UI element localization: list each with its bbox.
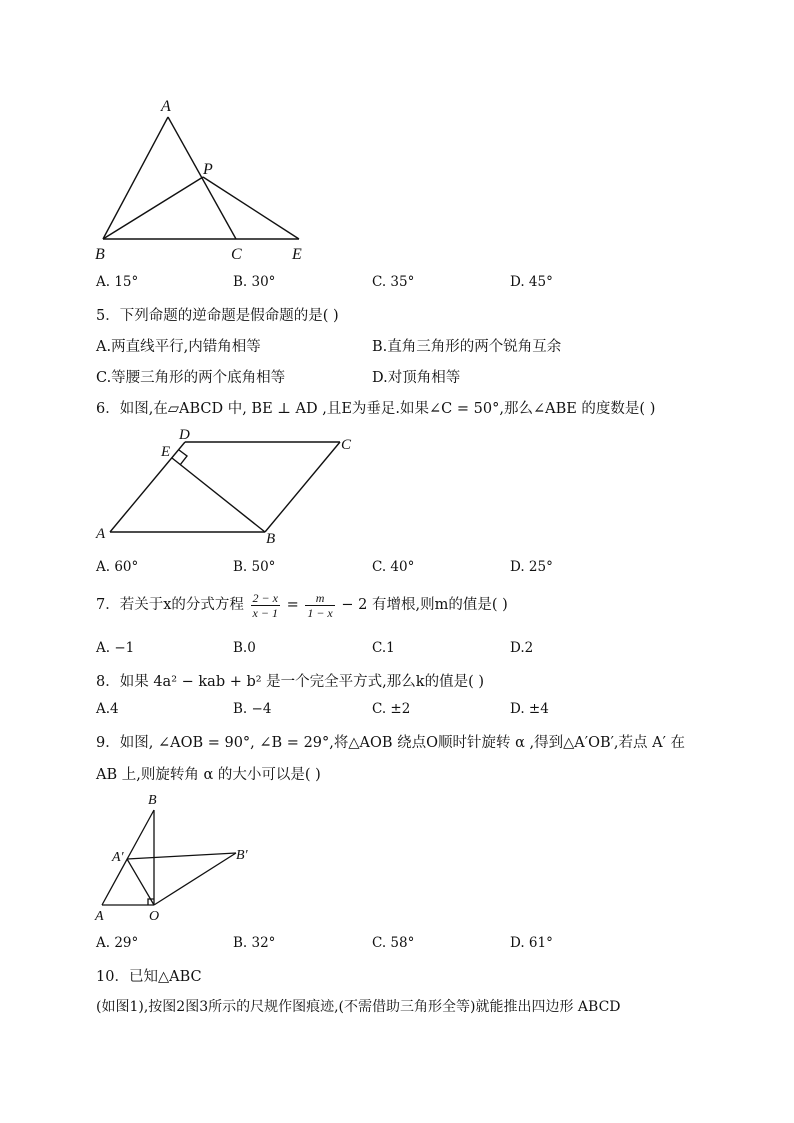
label-b-prime: B′ [236, 848, 248, 863]
label-a: A [95, 909, 104, 924]
label-o: O [149, 909, 160, 924]
q7-fraction-2 [305, 591, 334, 620]
q7-fraction-1-den: x − 1 [252, 605, 278, 620]
q8-option-d: D. ±4 [510, 701, 549, 717]
q7-fraction-2-num: m [305, 591, 334, 606]
q7-fraction-1 [251, 591, 280, 620]
figure-parallelogram-abcd [90, 425, 370, 550]
q9-option-d: D. 61° [510, 935, 553, 951]
label-a: A [96, 526, 106, 542]
q8-option-b: B. −4 [233, 701, 272, 717]
q5-option-d: D.对顶角相等 [372, 370, 461, 386]
q5-option-c: C.等腰三角形的两个底角相等 [96, 370, 286, 386]
label-b: B [148, 793, 157, 808]
q6-option-d: D. 25° [510, 559, 553, 575]
q5-option-a: A.两直线平行,内错角相等 [96, 339, 261, 355]
q7-stem-post: − 2 有增根,则m的值是( ) [341, 597, 508, 613]
figure-triangle-abc-p-e [90, 92, 320, 267]
q9-option-c: C. 58° [372, 935, 415, 951]
q7-option-b: B.0 [233, 640, 256, 656]
q9-stem-line1: 9．如图, ∠AOB = 90°, ∠B = 29°,将△AOB 绕点O顺时针旋转 α ,得到△A′OB′,若点 A′ 在 [96, 735, 685, 751]
q7-option-a: A. −1 [96, 640, 135, 656]
label-e: E [161, 444, 171, 460]
q7-stem-pre: 7．若关于x的分式方程 [96, 597, 244, 613]
q4-option-c: C. 35° [372, 274, 415, 290]
q8-option-c: C. ±2 [372, 701, 411, 717]
label-c: C [231, 246, 242, 263]
label-a-prime: A′ [112, 850, 124, 865]
q7-fraction-1-num: 2 − x [252, 590, 278, 605]
q7-fraction-2-den: 1 − x [307, 605, 333, 620]
label-a: A [161, 98, 171, 115]
q6-stem: 6．如图,在▱ABCD 中, BE ⊥ AD ,且E为垂足.如果∠C = 50°,那么∠ABE 的度数是( ) [96, 401, 656, 417]
q9-option-a: A. 29° [96, 935, 139, 951]
q5-stem: 5．下列命题的逆命题是假命题的是( ) [96, 308, 339, 324]
q9-option-b: B. 32° [233, 935, 276, 951]
label-b: B [95, 246, 105, 263]
label-p: P [203, 161, 213, 178]
label-e: E [292, 246, 302, 263]
q7-option-d: D.2 [510, 640, 534, 656]
q7-equals: = [286, 597, 299, 613]
figure-rotated-triangle-aob [90, 790, 270, 925]
q4-option-a: A. 15° [96, 274, 139, 290]
label-b: B [266, 531, 276, 547]
q5-option-b: B.直角三角形的两个锐角互余 [372, 339, 562, 355]
q7-stem [96, 587, 508, 623]
q6-option-c: C. 40° [372, 559, 415, 575]
q4-option-d: D. 45° [510, 274, 553, 290]
q6-option-b: B. 50° [233, 559, 276, 575]
q7-option-c: C.1 [372, 640, 395, 656]
label-d: D [179, 427, 190, 443]
q6-option-a: A. 60° [96, 559, 139, 575]
q8-stem: 8．如果 4a² − kab + b² 是一个完全平方式,那么k的值是( ) [96, 674, 484, 690]
q10-stem-line1: 10．已知△ABC [96, 969, 202, 985]
label-c: C [341, 437, 352, 453]
q4-option-b: B. 30° [233, 274, 276, 290]
q8-option-a: A.4 [96, 701, 119, 717]
q9-stem-line2: AB 上,则旋转角 α 的大小可以是( ) [96, 767, 321, 783]
q10-stem-line2: (如图1),按图2图3所示的尺规作图痕迹,(不需借助三角形全等)就能推出四边形 ABCD [96, 999, 621, 1015]
